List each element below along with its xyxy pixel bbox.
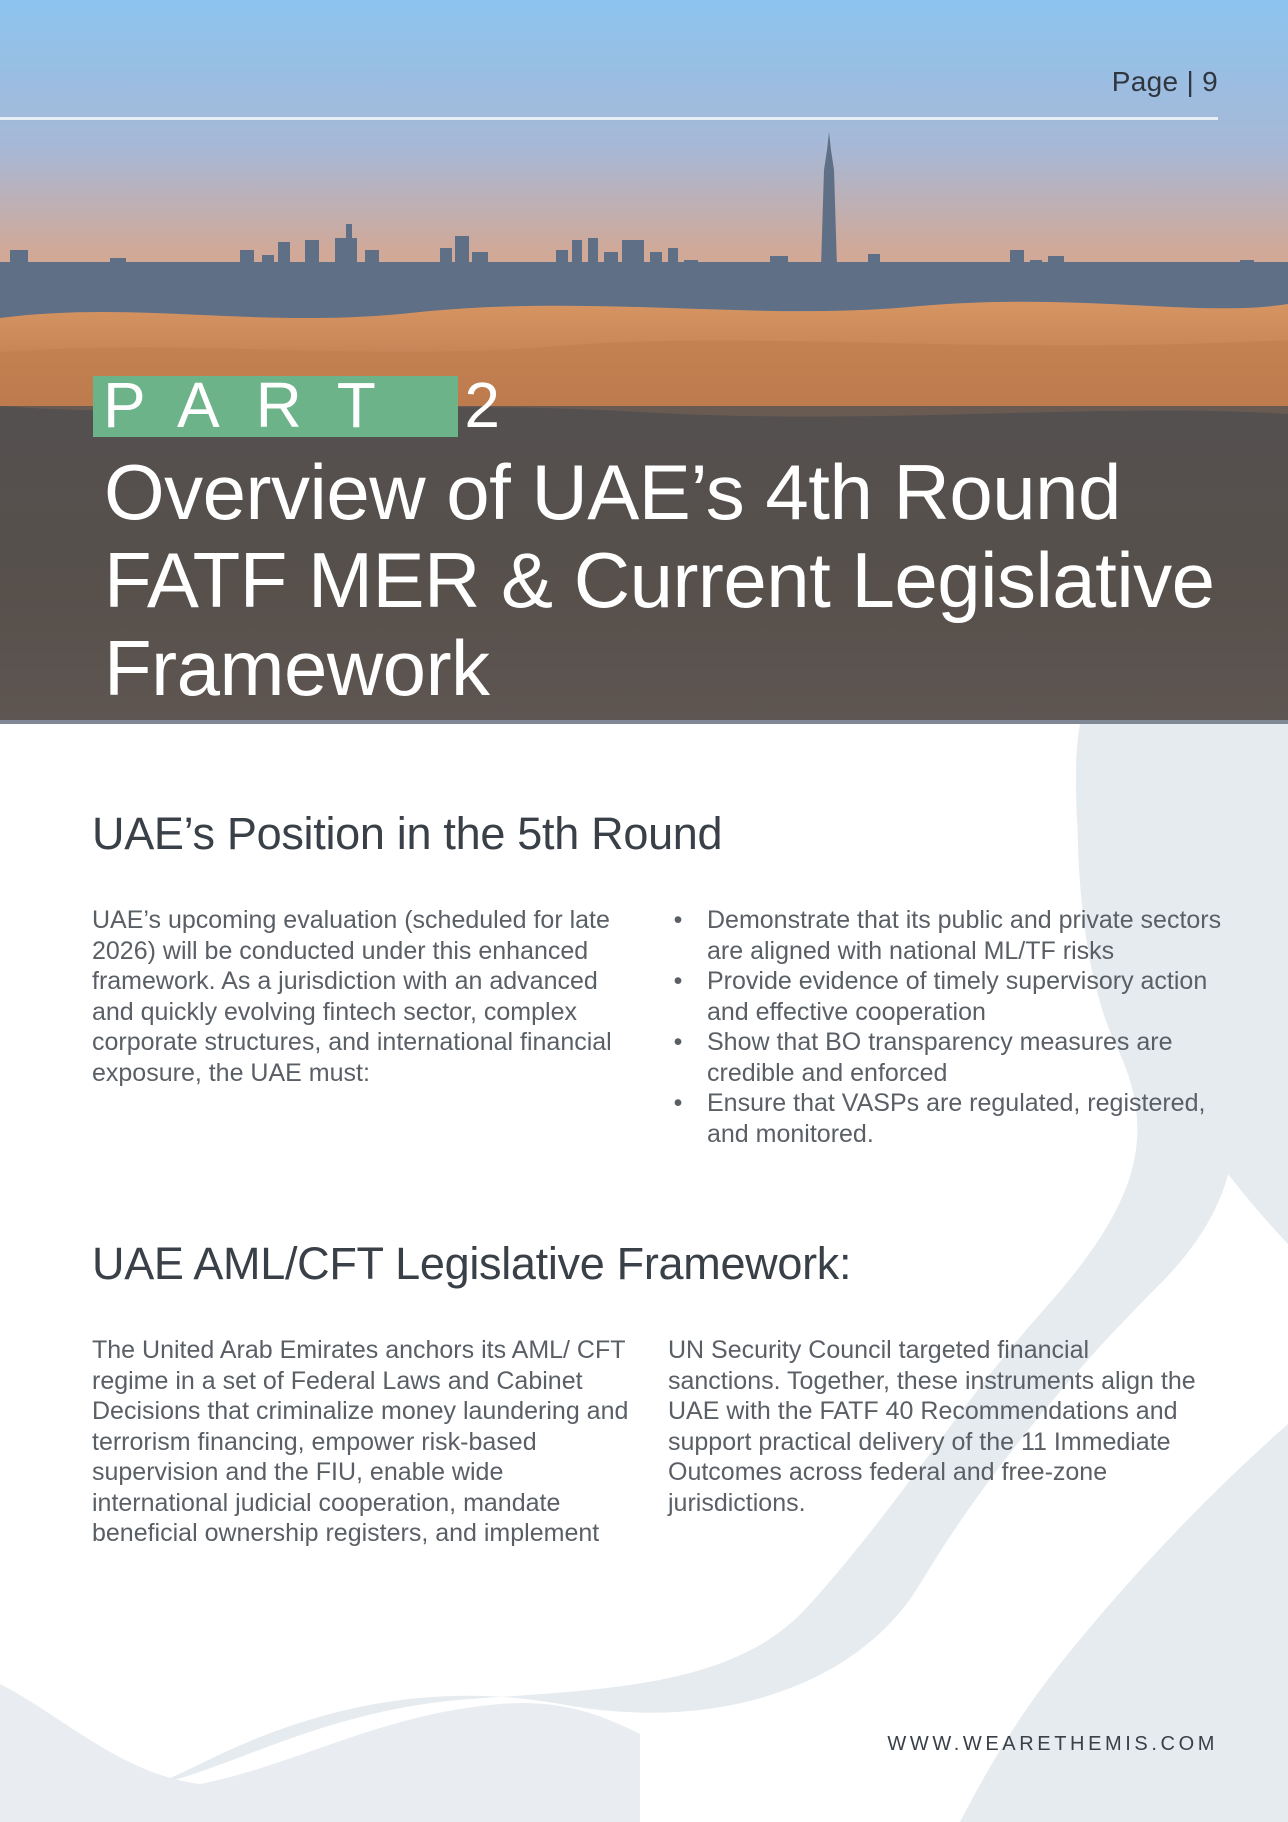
bullet-icon: •	[673, 967, 683, 995]
part-label: PART 2	[103, 369, 536, 441]
bullet-icon: •	[673, 906, 683, 934]
bullet-icon: •	[673, 1028, 683, 1056]
section-heading-legislative: UAE AML/CFT Legislative Framework:	[92, 1238, 852, 1289]
legislative-paragraph-right: UN Security Council targeted financial sanctions. Together, these instruments align the UAE with the FATF 40 Recommendations and support practical delivery of the 11 Immediate Outcomes across federal and free-zone jurisdictions.	[668, 1336, 1196, 1517]
footer-website-link[interactable]: WWW.WEARETHEMIS.COM	[887, 1733, 1218, 1755]
position-paragraph: UAE’s upcoming evaluation (scheduled for late 2026) will be conducted under this enhanced framework. As a jurisdiction with an advanced and quickly evolving fintech sector, complex corporate structures, and international financial exposure, the UAE must:	[92, 906, 612, 1087]
title-line-2: FATF MER & Current Legislative	[104, 536, 1215, 624]
section-heading-position: UAE’s Position in the 5th Round	[92, 808, 723, 859]
hero-banner	[0, 0, 1288, 724]
title-line-3: Framework	[104, 624, 490, 712]
page-number: Page | 9	[1111, 66, 1218, 97]
bullet-icon: •	[673, 1089, 683, 1117]
position-bullet-list	[668, 905, 1228, 1149]
legislative-paragraph-left: The United Arab Emirates anchors its AML/ CFT regime in a set of Federal Laws and Cabinet Decisions that criminalize money laundering and terrorism financing, empower risk-based supervision and the FIU, enable wide international judicial cooperation, mandate beneficial ownership registers, and implement	[92, 1336, 629, 1547]
list-item: • Show that BO transparency measures are credible and enforced	[668, 1027, 1228, 1088]
list-item: • Ensure that VASPs are regulated, registered, and monitored.	[668, 1088, 1228, 1149]
list-item: • Demonstrate that its public and private sectors are aligned with national ML/TF risks	[668, 905, 1228, 966]
header-rule	[0, 117, 1218, 120]
title-line-1: Overview of UAE’s 4th Round	[104, 448, 1121, 536]
list-item: • Provide evidence of timely supervisory action and effective cooperation	[668, 966, 1228, 1027]
page-title	[104, 448, 1254, 712]
